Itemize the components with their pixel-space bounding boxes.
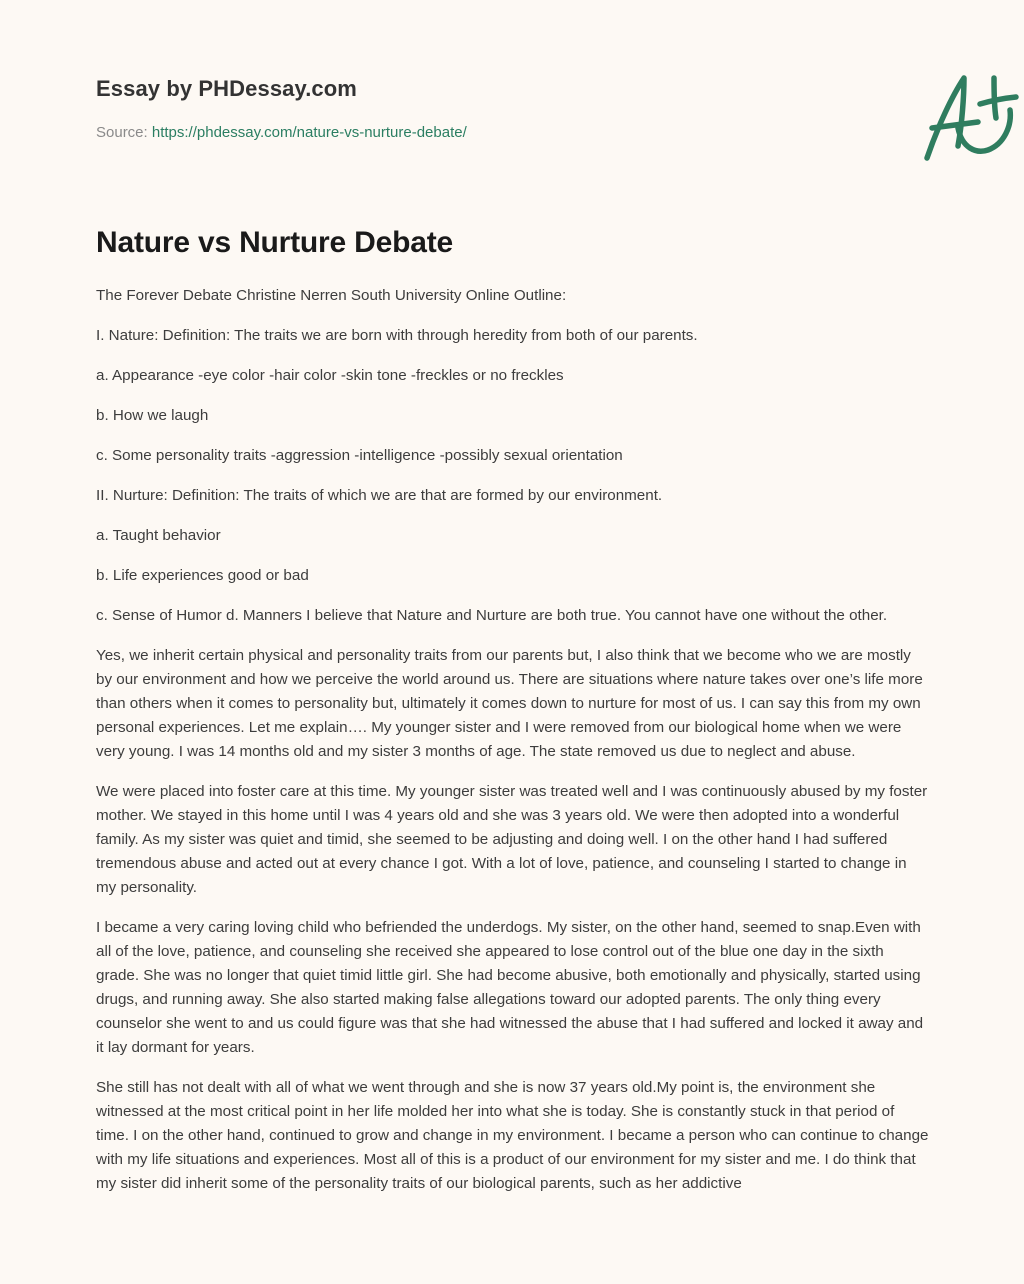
source-label: Source: bbox=[96, 124, 152, 141]
source-line bbox=[96, 124, 467, 141]
essay-paragraph: I became a very caring loving child who befriended the underdogs. My sister, on the other hand, seemed to snap.Even with all of the love, patience, and counseling she received she appeared to lose control out of the blue one day in the sixth grade. She was no longer that quiet timid little girl. She had become abusive, both emotionally and physically, started using drugs, and running away. She also started making false allegations toward our adopted parents. The only thing every counselor she went to and us could figure was that she had witnessed the abuse that I had suffered and locked it away and it lay dormant for years. bbox=[96, 919, 924, 1056]
essay-paragraph: She still has not dealt with all of what we went through and she is now 37 years old.My point is, the environment she witnessed at the most critical point in her life molded her into what she is today. She is constantly stuck in that period of time. I on the other hand, continued to grow and change in my environment. I became a person who can continue to change with my life situations and experiences. Most all of this is a product of our environment for my sister and me. I do think that my sister did inherit some of the personality traits of our biological parents, such as her addictive bbox=[96, 1079, 929, 1192]
site-brand: Essay by PHDessay.com bbox=[96, 76, 357, 101]
essay-body bbox=[96, 284, 930, 1212]
essay-paragraph: Yes, we inherit certain physical and personality traits from our parents but, I also think that we become who we are mostly by our environment and how we perceive the world around us. There are situations where nature takes over one’s life more than others when it comes to personality but, ultimately it comes down to nurture for most of us. I can say this from my own personal experiences. Let me explain…. My younger sister and I were removed from our biological home when we were very young. I was 14 months old and my sister 3 months of age. The state removed us due to neglect and abuse. bbox=[96, 647, 923, 760]
essay-title: Nature vs Nurture Debate bbox=[96, 226, 453, 259]
essay-paragraph: The Forever Debate Christine Nerren South University Online Outline: bbox=[96, 287, 567, 304]
essay-paragraph: b. Life experiences good or bad bbox=[96, 567, 309, 584]
essay-paragraph: We were placed into foster care at this time. My younger sister was treated well and I was continuously abused by my foster mother. We stayed in this home until I was 4 years old and she was 3 years old. We were then adopted into a wonderful family. As my sister was quiet and timid, she seemed to be adjusting and doing well. I on the other hand I had suffered tremendous abuse and acted out at every chance I got. With a lot of love, patience, and counseling I started to change in my personality. bbox=[96, 783, 928, 896]
essay-paragraph: I. Nature: Definition: The traits we are born with through heredity from both of our parents. bbox=[96, 327, 698, 344]
a-plus-grade-icon bbox=[918, 66, 1024, 166]
essay-paragraph: b. How we laugh bbox=[96, 407, 209, 424]
essay-paragraph: c. Some personality traits -aggression -intelligence -possibly sexual orientation bbox=[96, 447, 623, 464]
source-link[interactable]: https://phdessay.com/nature-vs-nurture-debate/ bbox=[151, 124, 467, 141]
essay-paragraph: c. Sense of Humor d. Manners I believe that Nature and Nurture are both true. You cannot have one without the other. bbox=[96, 607, 888, 624]
essay-paragraph: II. Nurture: Definition: The traits of which we are that are formed by our environment. bbox=[96, 487, 663, 504]
essay-paragraph: a. Taught behavior bbox=[96, 527, 221, 544]
essay-paragraph: a. Appearance -eye color -hair color -skin tone -freckles or no freckles bbox=[96, 367, 564, 384]
